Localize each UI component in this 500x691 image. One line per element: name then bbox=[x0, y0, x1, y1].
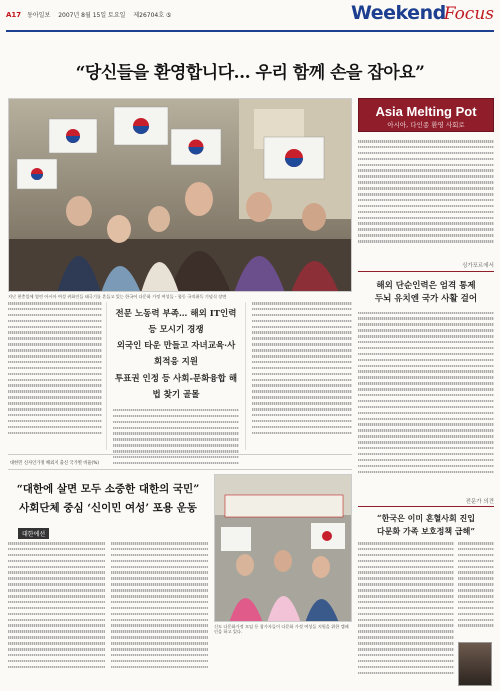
section-tag: 대한에선 bbox=[18, 528, 49, 539]
singapore-text-block bbox=[358, 312, 494, 492]
intro-text-block bbox=[358, 140, 494, 258]
expert-portrait bbox=[458, 642, 492, 686]
mid-right-text bbox=[252, 302, 352, 452]
section-divider bbox=[8, 454, 352, 455]
issue-date: 2007년 8월 15일 토요일 bbox=[58, 12, 126, 19]
mid-headline: 전문 노동력 부족… 해외 IT인력 등 모시기 경쟁 외국인 타운 만들고 자녀교육·사회적응 지원 투표권 인정 등 사회-문화융합 해법 찾기 골몰 bbox=[114, 309, 238, 400]
series-banner bbox=[358, 98, 494, 132]
series-title: Asia Melting Pot bbox=[375, 104, 477, 119]
header-meta bbox=[6, 10, 177, 19]
expert-text-block-right bbox=[458, 542, 494, 638]
lower-head-bar bbox=[8, 458, 352, 470]
logo-weekend: Weekend bbox=[351, 2, 446, 24]
lower-photo bbox=[214, 474, 352, 622]
series-subtitle: 아시아, 다인종 환영 사회로 bbox=[387, 121, 465, 129]
mid-section bbox=[8, 302, 352, 452]
singapore-headline: 해외 단순인력은 엄격 통제 두뇌 유치엔 국가 사활 걸어 bbox=[374, 281, 478, 304]
expert-headline: “한국은 이미 혼혈사회 진입 다문화 가족 보호정책 급해” bbox=[377, 513, 475, 536]
mid-left-text bbox=[8, 302, 102, 452]
lower-section bbox=[8, 458, 352, 688]
lower-text-block bbox=[8, 542, 208, 684]
paper-name: 동아일보 bbox=[27, 12, 51, 19]
section-label-expert: 전문가 의견 bbox=[465, 499, 494, 505]
page-header bbox=[6, 4, 494, 34]
expert-rule bbox=[358, 506, 494, 507]
lower-photo-caption: 신도 다문화가정 모임 등 참가자들이 다문화 가정 여성들 지원을 위한 캠페인을 하고 있다. bbox=[214, 624, 349, 635]
section-rule bbox=[358, 271, 494, 272]
issue-number: 제26704호 ⑤ bbox=[133, 12, 172, 19]
main-photo-caption: 지난 현충일에 열린 아시아 여성 귀화인들 태극기를 흔들고 있는 한국어 다문화 가정 여성들 - 합동 국적취득 기념식 장면 bbox=[8, 294, 227, 299]
section-label-singapore: 싱가포르에서 bbox=[462, 263, 494, 269]
right-column bbox=[358, 98, 494, 492]
header-rule bbox=[6, 30, 494, 32]
mid-headline-box bbox=[106, 302, 246, 450]
main-photo bbox=[8, 98, 352, 292]
main-headline: “당신들을 환영합니다… 우리 함께 손을 잡아요” bbox=[75, 63, 425, 83]
weekend-focus-logo bbox=[351, 2, 494, 24]
page-number: A17 bbox=[6, 11, 22, 19]
statistics-table-label: 대한민 신자인가정 해외지 출신 국가별 비율(%) bbox=[10, 461, 99, 466]
expert-text-block bbox=[358, 542, 454, 688]
lower-headline: “대한에 살면 모두 소중한 대한의 국민” 사회단체 중심 ‘신이민 여성’ 포용 운동 bbox=[16, 483, 200, 514]
logo-focus: Focus bbox=[443, 4, 494, 24]
